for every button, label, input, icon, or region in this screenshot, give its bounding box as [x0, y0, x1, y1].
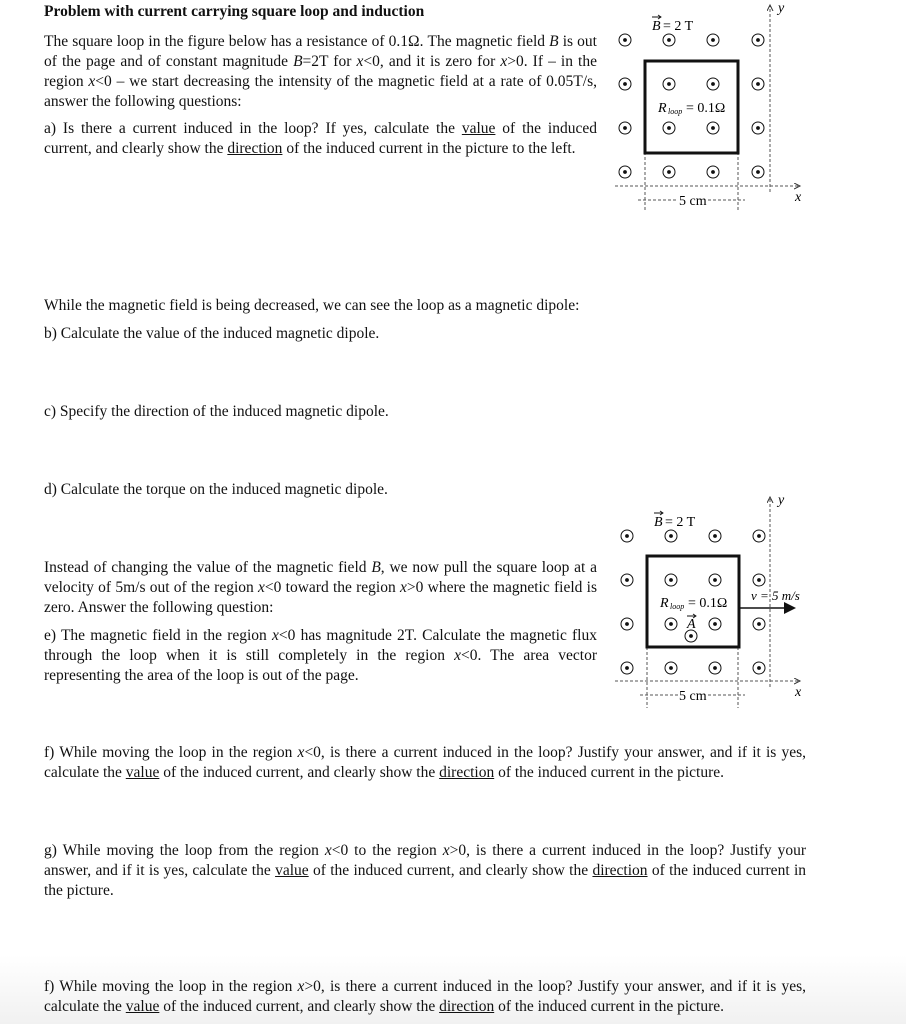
resistance-label — [659, 596, 727, 611]
dot-circle-icon — [707, 78, 719, 90]
dipole-intro: While the magnetic field is being decreased, we can see the loop as a magnetic dipole: — [44, 297, 580, 314]
dot-circle-icon — [753, 574, 765, 586]
figure-1-loop-diagram — [600, 0, 906, 220]
dot-circle-icon — [663, 122, 675, 134]
dot-circle-icon — [665, 618, 677, 630]
area-vector-label — [686, 614, 696, 632]
figure-2-moving-loop-diagram — [600, 490, 906, 710]
svg-text:R: R — [658, 101, 667, 116]
svg-text:x: x — [795, 685, 802, 700]
question-d: d) Calculate the torque on the induced magnetic dipole. — [44, 481, 388, 498]
dot-circle-icon — [665, 530, 677, 542]
dot-circle-icon — [707, 166, 719, 178]
svg-text:= 2 T: = 2 T — [663, 19, 694, 34]
svg-text:y: y — [778, 493, 785, 508]
width-label: 5 cm — [679, 689, 707, 704]
problem-title: Problem with current carrying square loop and induction — [44, 3, 425, 20]
resistance-label — [657, 101, 725, 116]
svg-text:loop: loop — [668, 107, 683, 116]
dot-circle-icon — [752, 78, 764, 90]
dot-circle-icon — [752, 34, 764, 46]
dot-circle-icon — [753, 530, 765, 542]
dot-circle-icon — [621, 530, 633, 542]
svg-text:y: y — [778, 1, 785, 16]
dot-circle-icon — [621, 574, 633, 586]
svg-text:A: A — [687, 617, 696, 632]
dot-circle-icon — [709, 662, 721, 674]
question-f-second: f) While moving the loop in the region x>0, is there a current induced in the loop? Justify your answer, and if it is yes, calculate the value of the induced current, and clearly show the direction of the induced current in the picture. — [44, 978, 806, 1015]
dot-circle-icon — [709, 618, 721, 630]
dot-circle-icon — [707, 34, 719, 46]
dot-circle-icon — [752, 166, 764, 178]
dot-circle-icon — [619, 122, 631, 134]
svg-text:B: B — [654, 515, 663, 530]
dot-circle-icon — [663, 166, 675, 178]
x-axis — [615, 186, 802, 205]
y-axis — [770, 1, 785, 192]
svg-text:= 0.1Ω: = 0.1Ω — [688, 596, 728, 611]
dot-circle-icon — [665, 662, 677, 674]
pull-intro: Instead of changing the value of the magnetic field B, we now pull the square loop at a velocity of 5m/s out of the region x<0 toward the region x>0 where the magnetic field is zero. Answer the following question: — [44, 559, 597, 616]
question-e: e) The magnetic field in the region x<0 has magnitude 2T. Calculate the magnetic flux through the loop when it is still completely in the region x<0. The area vector representing the area of the loop is out of the page. — [44, 627, 597, 684]
svg-text:B: B — [652, 19, 661, 34]
svg-text:loop: loop — [670, 602, 685, 611]
dot-circle-icon — [709, 574, 721, 586]
field-label — [654, 511, 696, 530]
intro-paragraph: The square loop in the figure below has a resistance of 0.1Ω. The magnetic field B is out of the page and of constant magnitude B=2T for x<0, and it is zero for x>0. If – in the region x<0 – we start decreasing the intensity of the magnetic field at a rate of 0.05T/s, answer the following questions: — [44, 33, 597, 110]
question-b: b) Calculate the value of the induced magnetic dipole. — [44, 325, 380, 342]
dot-circle-icon — [663, 78, 675, 90]
velocity-label: v = 5 m/s — [751, 588, 800, 603]
dot-circle-icon — [663, 34, 675, 46]
dot-circle-icon — [752, 122, 764, 134]
svg-text:x: x — [795, 190, 802, 205]
x-axis — [615, 681, 802, 700]
question-c: c) Specify the direction of the induced magnetic dipole. — [44, 403, 389, 420]
width-label: 5 cm — [679, 194, 707, 209]
dot-circle-icon — [665, 574, 677, 586]
question-a: a) Is there a current induced in the loop? If yes, calculate the value of the induced current, and clearly show the direction of the induced current in the picture to the left. — [44, 120, 597, 157]
dot-circle-icon — [619, 34, 631, 46]
field-label — [652, 15, 694, 34]
dot-circle-icon — [621, 618, 633, 630]
dot-circle-icon — [707, 122, 719, 134]
svg-text:R: R — [660, 596, 669, 611]
svg-text:= 0.1Ω: = 0.1Ω — [686, 101, 726, 116]
dot-circle-icon — [621, 662, 633, 674]
question-f-first: f) While moving the loop in the region x<0, is there a current induced in the loop? Justify your answer, and if it is yes, calculate the value of the induced current, and clearly show the direction of the induced current in the picture. — [44, 744, 806, 781]
dot-circle-icon — [753, 618, 765, 630]
velocity-arrow — [739, 588, 800, 614]
svg-text:= 2 T: = 2 T — [665, 515, 696, 530]
dot-circle-icon — [619, 166, 631, 178]
dot-circle-icon — [709, 530, 721, 542]
question-g: g) While moving the loop from the region x<0 to the region x>0, is there a current induced in the loop? Justify your answer, and if it is yes, calculate the value of the induced current, and clearly show the direction of the induced current in the picture. — [44, 842, 806, 899]
dot-circle-icon — [753, 662, 765, 674]
dot-circle-icon — [619, 78, 631, 90]
